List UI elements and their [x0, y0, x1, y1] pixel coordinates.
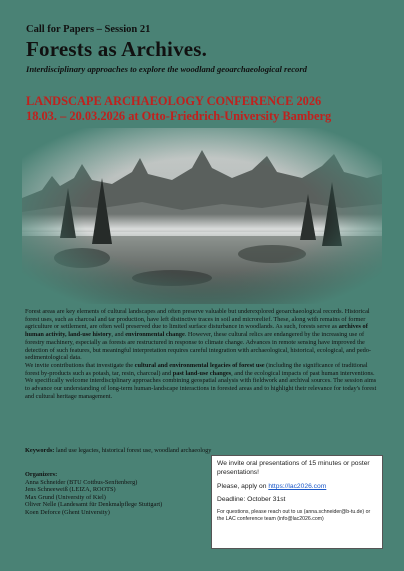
- emphasis-text: past land-use changes: [172, 369, 232, 377]
- keywords-text: land use legacies, historical forest use, woodland archaeology: [54, 447, 212, 454]
- organizer-name: Max Grund (University of Kiel): [25, 493, 106, 501]
- subtitle: Interdisciplinary approaches to explore the woodland geoarchaeological record: [26, 64, 307, 74]
- organizer-name: Oliver Nelle (Landesamt für Denkmalpflege Stuttgart): [25, 501, 163, 508]
- keywords: [25, 447, 215, 455]
- organizer-name: Jens Schneeweiß (LEIZA, ROOTS): [25, 486, 116, 493]
- text-run: , and the ecological impacts of past human interventions. We specifically welcome interdisciplinary approaches combining geospatial analysis with fieldwork and archival sources. The session aims to advance our understanding of long-term human-landscape interactions in forested areas and to highlight their relevance for today's forest and cultural heritage management.: [25, 369, 377, 400]
- invite-text: We invite oral presentations of 15 minutes or poster presentations!: [217, 460, 370, 476]
- organizer-name: Anna Schneider (BTU Cottbus-Senftenberg): [25, 478, 138, 486]
- deadline-text: Deadline: October 31st: [217, 496, 286, 504]
- text-run: (including the significance of traditional forest by-products such as potash, tar, resin, charcoal) and: [25, 361, 368, 377]
- emphasis-text: archives of human activity, land-use history: [25, 323, 368, 339]
- session-label: Call for Papers – Session 21: [26, 24, 151, 35]
- apply-line: [217, 483, 377, 490]
- conference-dates: 18.03. – 20.03.2026 at Otto-Friedrich-University Bamberg: [26, 109, 332, 123]
- conference-name: LANDSCAPE ARCHAEOLOGY CONFERENCE 2026: [26, 94, 322, 108]
- text-run: We invite contributions that investigate the: [25, 361, 135, 369]
- keywords-label: Keywords:: [25, 447, 55, 454]
- text-run: . However, these cultural relics are endangered by the increasing use of forestry machinery, especially as forests are restructured in response to climate change. Advances in remote sensing have improved the detection of such features, but meaningful interpretation requires careful integration with archaeological, historical, ecological, and pedo-sedimentological data.: [25, 331, 372, 362]
- organizer-name: Koen Deforce (Ghent University): [25, 508, 110, 516]
- forest-photo: [22, 128, 382, 304]
- apply-prefix: Please, apply on: [217, 483, 269, 491]
- emphasis-text: environmental change: [125, 331, 185, 339]
- description-paragraph-1: [25, 308, 379, 400]
- call-info-box: [211, 455, 383, 549]
- text-run: Forest areas are key elements of cultural landscapes and often preserve valuable but underexplored geoarchaeological records. Historical forest uses, such as charcoal and tar production, have left distinctive traces in soil and microrelief. These, along with remains of former agriculture or settlement, are often well preserved due to limited surface disturbance in woodlands. As such, forests serve as: [25, 308, 370, 331]
- conference-website-link[interactable]: https://lac2026.com: [268, 483, 327, 491]
- page-title: Forests as Archives.: [26, 37, 208, 61]
- conference-info: [26, 94, 331, 124]
- text-run: , and: [111, 331, 126, 339]
- contact-text: For questions, please reach out to us (anna.schneider@b-tu.de) or the LAC conference team (info@lac2026.com): [217, 509, 371, 522]
- organizers-label: Organizers:: [25, 471, 58, 478]
- organizers: [25, 471, 215, 516]
- emphasis-text: cultural and environmental legacies of forest use: [134, 361, 265, 369]
